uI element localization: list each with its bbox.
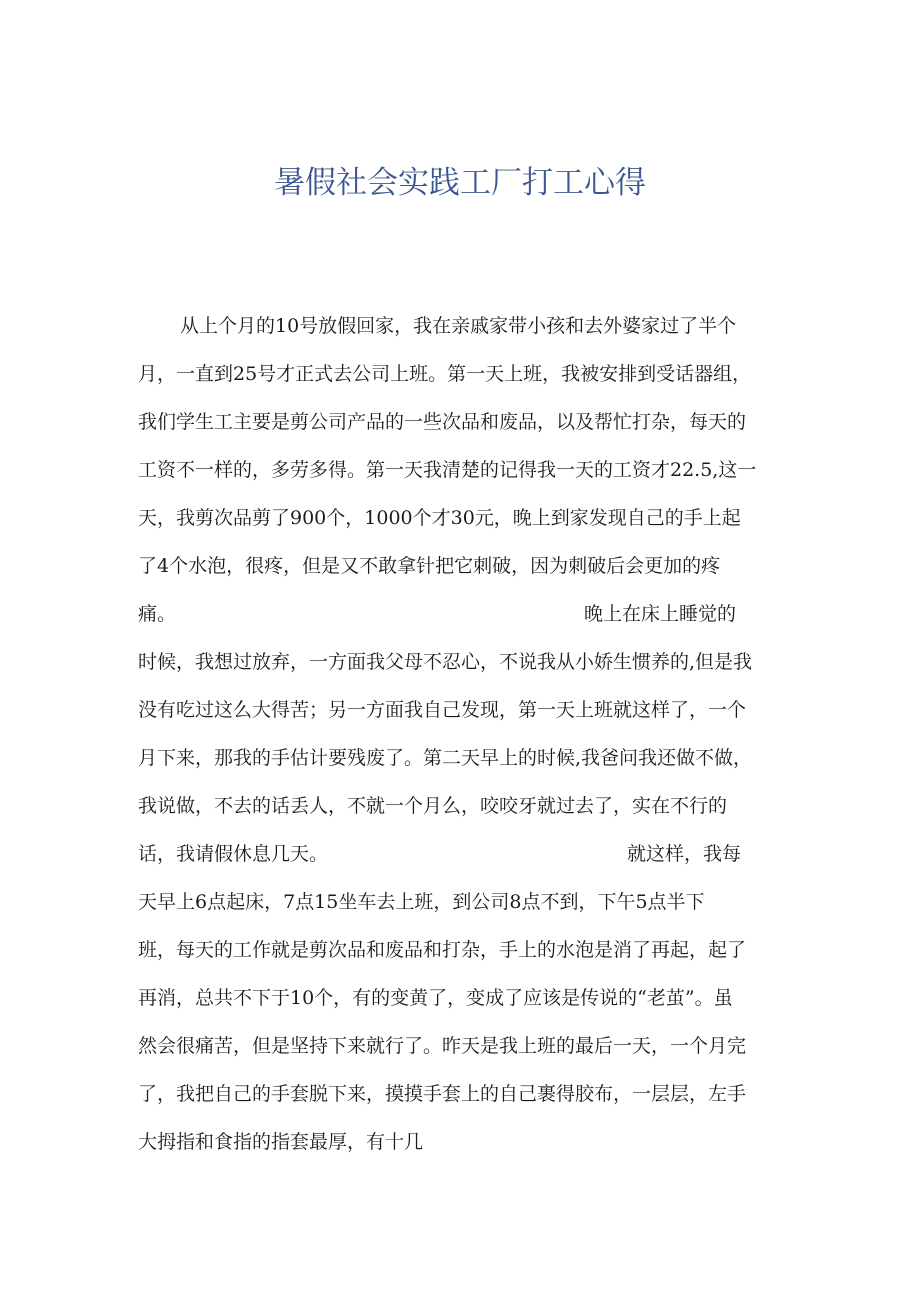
paragraph-line: 大拇指和食指的指套最厚，有十几 xyxy=(138,1131,424,1153)
paragraph-line: 就这样，我每 xyxy=(627,843,742,865)
paragraph-line: 天，我剪次品剪了900个，1000个才30元，晚上到家发现自己的手上起 xyxy=(138,507,741,529)
paragraph-line: 班，每天的工作就是剪次品和废品和打杂，手上的水泡是消了再起，起了 xyxy=(138,939,747,961)
paragraph-line: 天早上6点起床，7点15坐车去上班，到公司8点不到，下午5点半下 xyxy=(138,891,705,913)
paragraph-line: 然会很痛苦，但是坚持下来就行了。昨天是我上班的最后一天，一个月完 xyxy=(138,1035,747,1057)
paragraph-line: 话，我请假休息几天。 xyxy=(138,843,329,865)
paragraph-line: 时候，我想过放弃，一方面我父母不忍心，不说我从小娇生惯养的,但是我 xyxy=(138,651,753,673)
paragraph-line: 工资不一样的，多劳多得。第一天我清楚的记得我一天的工资才22.5,这一 xyxy=(138,459,757,481)
paragraph-line: 没有吃过这么大得苦；另一方面我自己发现，第一天上班就这样了，一个 xyxy=(138,699,747,721)
paragraph-line: 月，一直到25号才正式去公司上班。第一天上班，我被安排到受话器组， xyxy=(138,363,752,385)
paragraph-line: 我们学生工主要是剪公司产品的一些次品和废品，以及帮忙打杂，每天的 xyxy=(138,411,747,433)
paragraph-line: 了4个水泡，很疼，但是又不敢拿针把它刺破，因为刺破后会更加的疼 xyxy=(138,555,721,577)
paragraph-line: 再消，总共不下于10个，有的变黄了，变成了应该是传说的“老茧”。虽 xyxy=(138,987,733,1009)
paragraph-line: 痛。 xyxy=(138,603,177,625)
paragraph-line: 了，我把自己的手套脱下来，摸摸手套上的自己裹得胶布，一层层，左手 xyxy=(138,1083,747,1105)
paragraph-line: 晚上在床上睡觉的 xyxy=(584,603,737,625)
paragraph-line: 我说做，不去的话丢人，不就一个月么，咬咬牙就过去了，实在不行的 xyxy=(138,795,728,817)
paragraph-line: 从上个月的10号放假回家，我在亲戚家带小孩和去外婆家过了半个 xyxy=(180,315,737,337)
paragraph-line: 月下来，那我的手估计要残废了。第二天早上的时候,我爸问我还做不做， xyxy=(138,747,753,769)
document-title: 暑假社会实践工厂打工心得 xyxy=(274,165,646,201)
